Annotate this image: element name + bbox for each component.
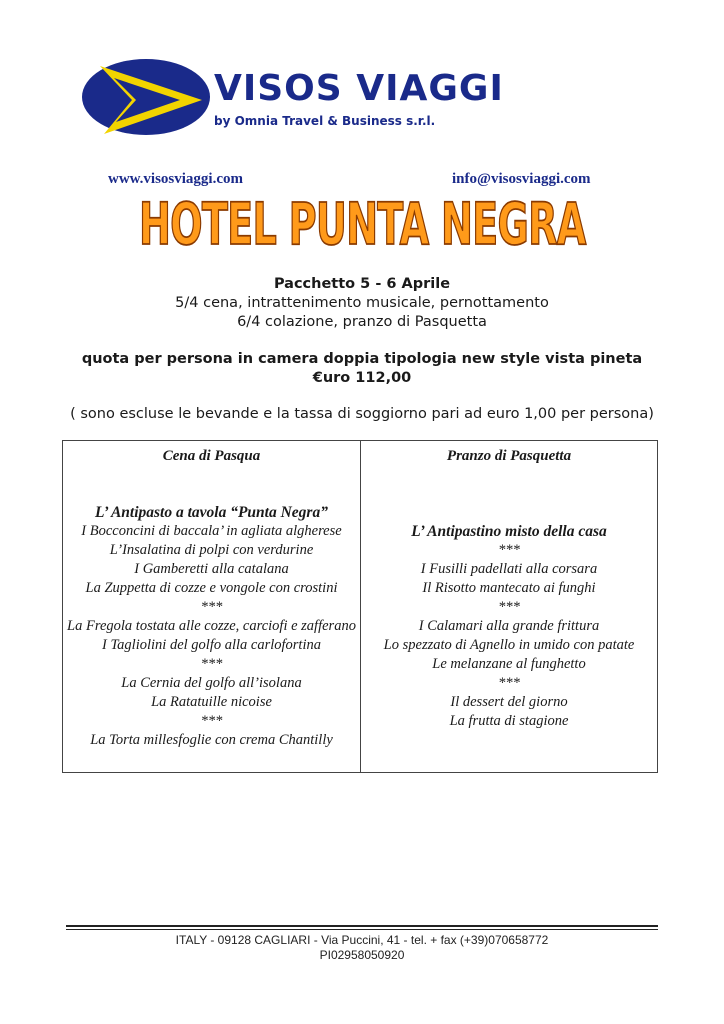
menu-item: La Ratatuille nicoise xyxy=(151,694,272,710)
package-name: Pacchetto 5 - 6 Aprile xyxy=(273,276,451,292)
brand-tagline: by Omnia Travel & Business s.r.l. xyxy=(214,114,436,128)
company-logo xyxy=(80,52,504,142)
email-link[interactable]: info@visosviaggi.com xyxy=(452,171,591,187)
footer-rule-thin xyxy=(66,929,658,930)
menu-separator: *** xyxy=(200,713,223,729)
menu-subheading: L’ Antipasto a tavola “Punta Negra” xyxy=(95,504,328,521)
footer-rule xyxy=(66,925,658,927)
menu-item: La Cernia del golfo all’isolana xyxy=(121,675,302,691)
logo-swoosh-icon xyxy=(80,52,220,142)
package-price: €uro 112,00 xyxy=(312,370,412,386)
package-day2: 6/4 colazione, pranzo di Pasquetta xyxy=(237,314,487,330)
menu-item: I Fusilli padellati alla corsara xyxy=(420,561,598,577)
footer-address: ITALY - 09128 CAGLIARI - Via Puccini, 41 - tel. + fax (+39)070658772 xyxy=(175,933,549,947)
menu-separator: *** xyxy=(498,599,520,615)
brand-name: VISOS VIAGGI xyxy=(214,68,504,109)
menu-item: Le melanzane al funghetto xyxy=(432,656,586,672)
package-day1: 5/4 cena, intrattenimento musicale, pernottamento xyxy=(175,295,549,311)
menu-item: Il dessert del giorno xyxy=(450,694,568,710)
hotel-title-text: HOTEL PUNTA NEGRA xyxy=(138,190,586,259)
footer-vat: PI02958050920 xyxy=(319,948,405,962)
menu-item: Il Risotto mantecato ai funghi xyxy=(422,580,596,596)
menu-item: La Fregola tostata alle cozze, carciofi e zafferano xyxy=(67,618,356,634)
menu-item: I Calamari alla grande frittura xyxy=(418,618,600,634)
menu-separator: *** xyxy=(498,675,520,691)
menu-item: L’Insalatina di polpi con verdurine xyxy=(109,542,314,558)
menu-item: Lo spezzato di Agnello in umido con patate xyxy=(383,637,635,653)
menu-item: La Torta millesfoglie con crema Chantilly xyxy=(90,732,333,748)
menu-subheading: L’ Antipastino misto della casa xyxy=(411,523,607,540)
menu-heading: Cena di Pasqua xyxy=(162,448,261,464)
menu-separator: *** xyxy=(200,599,223,615)
hotel-title xyxy=(0,190,724,259)
menu-column-easter xyxy=(63,441,360,750)
menu-item: I Gamberetti alla catalana xyxy=(134,561,289,577)
menu-separator: *** xyxy=(498,542,520,558)
menu-table xyxy=(62,440,658,773)
website-link[interactable]: www.visosviaggi.com xyxy=(108,171,243,187)
menu-separator: *** xyxy=(200,656,223,672)
menu-column-pasquetta xyxy=(361,441,657,731)
menu-item: La frutta di stagione xyxy=(449,713,569,729)
menu-heading: Pranzo di Pasquetta xyxy=(446,448,572,464)
package-note: ( sono escluse le bevande e la tassa di soggiorno pari ad euro 1,00 per persona) xyxy=(70,406,654,422)
menu-item: I Tagliolini del golfo alla carlofortina xyxy=(102,637,321,653)
menu-item: I Bocconcini di baccala’ in agliata algherese xyxy=(81,523,342,539)
menu-item: La Zuppetta di cozze e vongole con crostini xyxy=(85,580,338,596)
package-quota: quota per persona in camera doppia tipologia new style vista pineta xyxy=(81,351,643,367)
